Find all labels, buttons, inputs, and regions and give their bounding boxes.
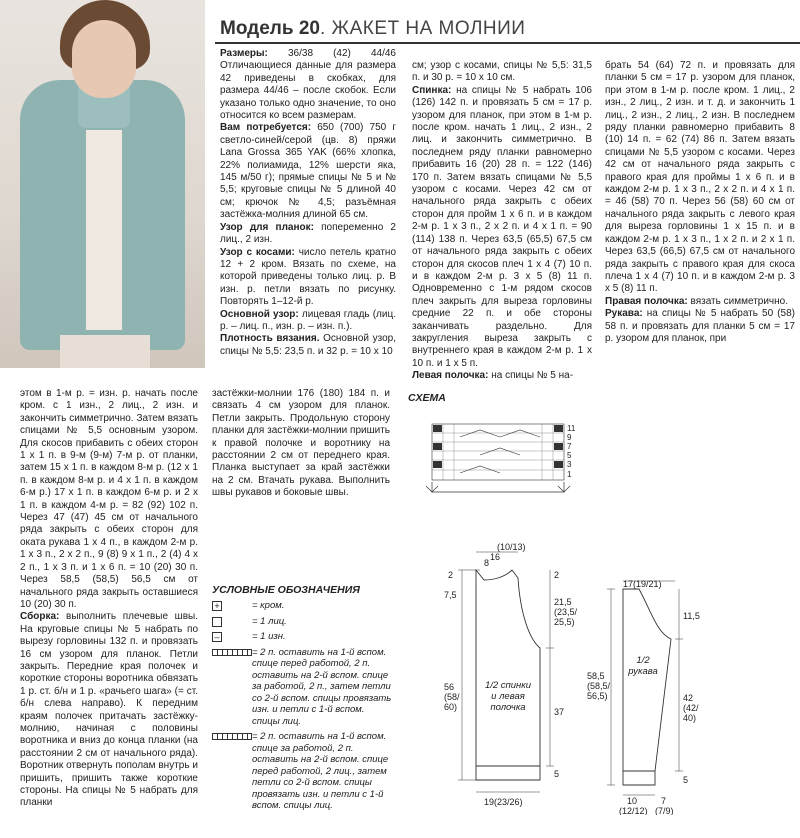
dim-sleeve-width: 10	[627, 796, 638, 806]
sizes-body: 36/38 (42) 44/46 Отличающиеся данные для размера 42 приведены в скобках, для размера 44/46 – после скобок. Если указано только одно значение, то оно относится ко всем размерам.	[220, 48, 396, 122]
edge-paragraph	[220, 222, 396, 247]
chart-row-11: 11	[567, 424, 576, 433]
gauge-cont: см; узор с косами, спицы № 5,5: 31,5 п. и 30 р. = 10 х 10 см.	[412, 60, 592, 84]
body-label-1: 1/2 спинки	[484, 680, 532, 691]
materials-paragraph	[220, 122, 396, 221]
sleeve-body: на спицы № 5 набрать 50 (58) 58 п. и провязать для планки 5 см = 17 р. узором для планок, при	[605, 308, 795, 344]
dim-neck: (10/13)	[497, 542, 526, 552]
dim-left-75: 7,5	[444, 590, 457, 600]
dim-sleeve-7: 7	[661, 796, 667, 806]
dim-width: 19(23/26)	[484, 797, 523, 807]
assembly-label: Сборка:	[20, 611, 60, 623]
cable-label: Узор с косами:	[220, 246, 295, 258]
cable-front-symbol	[212, 733, 252, 740]
main-body: лицевая гладь (лиц. р. – лиц. п., изн. р. – изн. п.).	[220, 308, 396, 332]
legend-knit-text: = 1 лиц.	[252, 615, 287, 627]
legend-purl-text: = 1 изн.	[252, 631, 286, 642]
model-photo	[0, 0, 205, 368]
kromka-symbol: +	[212, 601, 222, 611]
cable-back-symbol	[212, 649, 252, 656]
sleeve-cont: этом в 1-м р. = изн. р. начать после кром. с 1 изн., 2 лиц., 2 изн. и закончить симметрично. Затем вязать спицами № 5,5 основным узором. Для скосов прибавить с обеих сторон 1 х 1 п. в 9-м (9-м) 7-м р. от планки, затем 15 х 1 п. в каждом 8-м р. (12 х 1 п. в каждом 8-м р. и 4 х 1 п. в каждом 6-м р.) 17 х 1 п. в каждом 6-м р. и 2 х 1 п. в каждом 4-м р. = 82 (92) 102 п. Через 47 (47) 45 см от начального ряда закрыть с обеих сторон для оката рукава 1 х 4 п., в каждом 2-м р. 1 х 3 п., 2 х 2 п., 9 (8) 9 х 1 п., 2 (4) 4 х 2 п., 1 х 3 п. и 1 х 6 п. = 10 (20) 30 п. Через 58,5 (58,5) 56,5 см от начального ряда закрыть оставшиеся 10 (20) 30 п.	[20, 388, 198, 610]
text-column-2	[412, 60, 592, 383]
legend-cable-back	[212, 647, 392, 728]
gauge-body: Основной узор, спицы № 5,5: 23,5 п. и 32 р. = 10 х 10	[220, 333, 396, 357]
dim-armhole-b: (23,5/	[554, 607, 578, 617]
left-front-body: на спицы № 5 на-	[488, 370, 574, 382]
dim-side: 37	[554, 707, 565, 717]
sleeve-paragraph	[605, 308, 795, 345]
dim-sleeve-7b: (7/9)	[655, 806, 674, 815]
model-name: . ЖАКЕТ НА МОЛНИИ	[319, 18, 526, 39]
legend-kromka	[212, 600, 392, 612]
text-column-3	[605, 60, 795, 345]
dim-total-c: 60)	[444, 702, 458, 712]
dim-sleeve-right-c: 40)	[683, 713, 697, 723]
dim-sleeve-cap: 11,5	[683, 611, 700, 621]
right-front-label: Правая полочка:	[605, 295, 688, 307]
materials-body: 650 (700) 750 г светло-синей/серой (цв. 8) пряжи Lana Grossa 365 YAK (66% хлопка, 22% полиамида, 12% шерсти яка, 145 м/50 г); прямые спицы № 5 и № 5,5; круговые спицы № 5 длиной 40 см; крючок № 4,5; разъёмная застёжка-молния длиной 65 см.	[220, 122, 396, 221]
chart-row-3: 3	[567, 460, 572, 469]
text-column-1	[220, 48, 396, 358]
assembly-body: выполнить плечевые швы. На круговые спицы № 5 набрать по вырезу горловины 132 п. и провязать 16 см узором для планок. Петли закрыть. Передние края полочек и короткие стороны воротника обвязать 1 р. ст. б/н и 1 р. «рачьего шага» (= ст. б/н слева направо). К передним краям полочек притачать застёжку-молнию, начиная с половины воротника и вниз до конца планки (на расстоянии 2 см от начального ряда). Воротник отвернуть пополам внутрь и пришить, пришить также короткие стороны. На спицы № 5 набрать для планки	[20, 611, 198, 809]
legend-kromka-text: = кром.	[252, 600, 285, 611]
gauge-label: Плотность вязания.	[220, 333, 320, 345]
page-title	[220, 18, 525, 40]
legend	[212, 600, 392, 816]
dim-sleeve-right-a: 42	[683, 693, 694, 703]
back-label: Спинка:	[412, 84, 452, 96]
dim-shoulder: 8	[484, 558, 490, 568]
dim-sleeve-bottom-5: 5	[683, 775, 689, 785]
legend-cable-front	[212, 731, 392, 812]
left-front-paragraph	[412, 370, 592, 382]
title-rule	[215, 42, 800, 44]
legend-cable-back-text: = 2 п. оставить на 1-й вспом. спице перед работой, 2 п. оставить на 2-й вспом. спице за работой, 2 п., затем петли со 2-й вспом. спицы провязать изн. и петли с 1-й вспом. спицы лиц.	[252, 646, 392, 727]
dim-left-2: 2	[448, 570, 454, 580]
body-label-2: и левая	[491, 691, 525, 702]
dim-sleeve-width-b: (12/12)	[619, 806, 648, 815]
purl-symbol: –	[212, 632, 222, 642]
dim-armhole: 21,5	[554, 597, 572, 607]
sleeve-label-2: рукава	[628, 666, 658, 677]
scheme-title: СХЕМА	[408, 392, 446, 404]
dim-total-b: (58/	[444, 692, 460, 702]
back-body: на спицы № 5 набрать 106 (126) 142 п. и провязать 5 см = 17 р. узором для планок, при этом в 1-м р. после кром. начать 1 лиц., 2 изн., 2 лиц. и закончить симметрично. В последнем ряду планки равномерно прибавить 16 (20) 28 п. = 122 (146) 170 п. Затем вязать спицами № 5,5 узором с косами. Через 42 см от начального ряда закрыть с обеих сторон для пройм 1 х 6 п. и в каждом 2-м р. 1 х 3 п., 2 х 2 п. и 4 х 1 п. = 90 (114) 138 п. Через 63,5 (65,5) 67,5 см от начального ряда закрыть с обеих сторон для скосов плеч 1 х 4 (7) 10 п. и в каждом 2-м р. 3 х 5 (8) 11 п. Одновременно с 1-м рядом скосов плеч закрыть для выреза горловины средние 22 п. и обе стороны заканчивать раздельно. Для закругления выреза закрыть с внутреннего края в каждом 2-м р. 1 х 10 п. и 1 х 5 п.	[412, 84, 592, 369]
back-paragraph	[412, 85, 592, 370]
left-front-cont: брать 54 (64) 72 п. и провязать для планки 5 см = 17 р. узором для планок, при этом в 1-м р. после кром. 1 лиц., 2 изн., 2 лиц., 2 изн. и т. д. и закончить 1 лиц., 2 изн., 2 лиц., 2 изн. В последнем ряду планки равномерно прибавить 8 (10) 14 п. = 62 (74) 86 п. Затем вязать спицами № 5,5 узором с косами. Через 42 см от начального ряда закрыть с правого края для проймы 1 х 6 п. и в каждом 2-м р. 1 х 3 п., 2 х 2 п. и 4 х 1 п. = 46 (58) 70 п. Через 56 (58) 60 см от начального ряда закрыть с левого края для выреза горловины 1 х 15 п. и в каждом 2-м р. 1 х 3 п., 1 х 2 п. и 2 х 1 п. Через 63,5 (66,5) 67,5 см от начального ряда закрыть с правого края для скоса плеча 1 х 4 (7) 10 п. и в каждом 2-м р. 3 х 5 (8) 11 п.	[605, 60, 795, 295]
model-label: Модель 20	[220, 18, 320, 39]
edge-label: Узор для планок:	[220, 221, 314, 233]
cable-paragraph	[220, 247, 396, 309]
dim-sleeve-left-b: (58,5/	[587, 681, 611, 691]
chart-row-1: 1	[567, 470, 572, 479]
text-column-4	[20, 388, 198, 810]
assembly-cont: застёжки-молнии 176 (180) 184 п. и связать 4 см узором для планок. Петли закрыть. Продольную сторону планки для застёжки-молнии пришить к правой полочке и воротнику на расстоянии 2 см от переднего края. Планка выступает за край застёжки на 2 см. Втачать рукава. Выполнить швы рукавов и боковые швы.	[212, 388, 390, 499]
dim-total-a: 56	[444, 682, 455, 692]
gauge-paragraph	[220, 333, 396, 358]
sleeve-pattern	[585, 575, 765, 815]
knit-symbol	[212, 617, 222, 627]
edge-body: попеременно 2 лиц., 2 изн.	[220, 221, 396, 246]
sleeve-label-1: 1/2	[636, 655, 650, 666]
legend-knit	[212, 616, 392, 628]
dim-armhole-c: 25,5)	[554, 617, 575, 627]
assembly-paragraph	[20, 611, 198, 810]
text-column-5	[212, 388, 390, 500]
legend-cable-front-text: = 2 п. оставить на 1-й вспом. спице за работой, 2 п. оставить на 2-й вспом. спице перед работой, 2 лиц., затем петли со 2-й вспом. спицы провязать изн. и петли с 1-й вспом. спицы лиц.	[252, 731, 389, 811]
chart-row-7: 7	[567, 442, 572, 451]
cable-body: число петель кратно 12 + 2 кром. Вязать по схеме, на которой приведены только лиц. р. В изн. р. петли вязать по рисунку. Повторять 1–12-й р.	[220, 246, 397, 308]
body-label-3: полочка	[490, 702, 526, 713]
main-label: Основной узор:	[220, 308, 299, 320]
materials-label: Вам потребуется:	[220, 122, 312, 134]
dim-right-2: 2	[554, 570, 560, 580]
right-front-paragraph	[605, 296, 795, 308]
sizes-paragraph	[220, 48, 396, 122]
dim-bottom-5: 5	[554, 769, 560, 779]
right-front-body: вязать симметрично.	[687, 295, 788, 307]
sleeve-label: Рукава:	[605, 308, 643, 320]
dim-neck-b: 16	[490, 552, 501, 562]
dim-sleeve-top: 17(19/21)	[623, 579, 662, 589]
cable-chart	[420, 420, 580, 525]
dim-sleeve-right-b: (42/	[683, 703, 699, 713]
chart-row-9: 9	[567, 433, 572, 442]
legend-title: УСЛОВНЫЕ ОБОЗНАЧЕНИЯ	[212, 584, 360, 596]
legend-purl	[212, 631, 392, 643]
main-paragraph	[220, 309, 396, 334]
dim-sleeve-left-a: 58,5	[587, 671, 605, 681]
chart-row-5: 5	[567, 451, 572, 460]
sizes-label: Размеры:	[220, 48, 268, 59]
left-front-label: Левая полочка:	[412, 370, 489, 382]
dim-sleeve-left-c: 56,5)	[587, 691, 608, 701]
